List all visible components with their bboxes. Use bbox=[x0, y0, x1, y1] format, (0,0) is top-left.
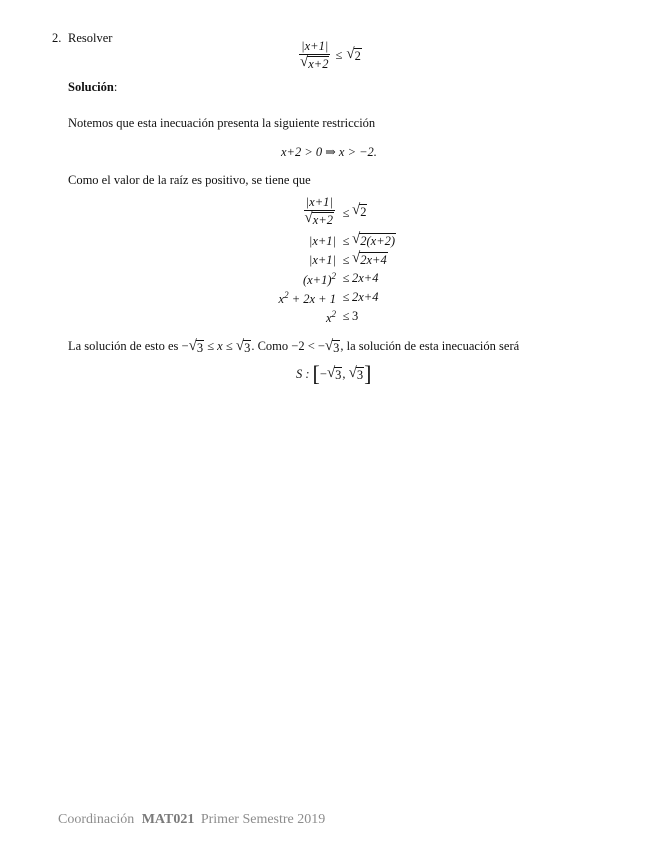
derivation-row: |x+1| ≤ √ 2(x+2) bbox=[308, 231, 396, 248]
answer-set: S : [ − √ 3 , √ 3 ] bbox=[296, 361, 372, 386]
derivation-row: $x^2$ ≤ 3 bbox=[325, 309, 359, 326]
derivation-row: $(x+1)^2$ ≤ 2x+4 bbox=[302, 271, 379, 288]
main-fraction bbox=[298, 40, 331, 71]
derivation-row: |x+1| √ x+2 ≤ √ 2 bbox=[304, 195, 367, 227]
footer-semester: Primer Semestre 2019 bbox=[200, 812, 326, 827]
derivation-fraction: |x+1| √ x+2 bbox=[304, 195, 333, 227]
main-inequality bbox=[298, 40, 362, 71]
footer-course: MAT021 bbox=[141, 812, 195, 827]
main-relation: ≤ bbox=[335, 48, 343, 63]
main-rhs: √ 2 bbox=[346, 46, 361, 64]
footer-coord: Coordinación bbox=[58, 812, 135, 827]
solution-label: Solución: bbox=[68, 80, 118, 94]
problem-title: Resolver bbox=[68, 31, 113, 45]
conclusion-text: La solución de esto es − √ 3 ≤ x ≤ √ 3 . Como −2 < − √ 3 , la solución de esta inecuación será bbox=[68, 338, 520, 355]
restriction-equation: x+2 > 0 ⇒ x > −2. bbox=[281, 145, 377, 159]
main-denominator: √ x+2 bbox=[300, 53, 329, 71]
derivation-row: |x+1| ≤ √ 2x+4 bbox=[308, 250, 387, 267]
derivation bbox=[250, 196, 430, 326]
intro-text: Notemos que esta inecuación presenta la siguiente restricción bbox=[68, 116, 376, 130]
main-numerator: |x+1| bbox=[301, 39, 329, 53]
root-text: Como el valor de la raíz es positivo, se tiene que bbox=[68, 173, 311, 187]
derivation-row: $x^2 + 2x + 1$ ≤ 2x+4 bbox=[278, 290, 379, 307]
page-footer bbox=[58, 812, 325, 829]
problem-number: 2. bbox=[52, 31, 62, 45]
